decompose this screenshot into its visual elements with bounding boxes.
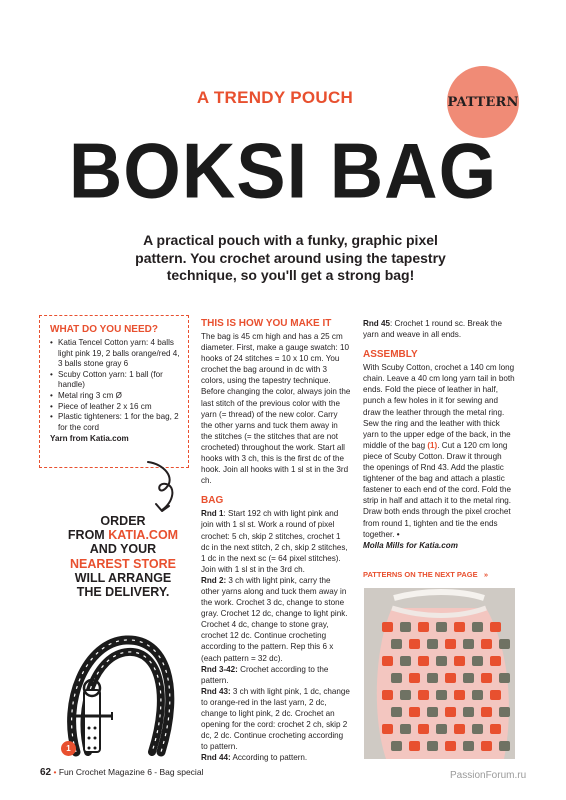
pixel-motif [454,690,465,700]
pixel-motif [427,639,438,649]
watermark: PassionForum.ru [450,770,527,781]
order-line: WILL ARRANGE [74,570,172,585]
pixel-motif [490,656,501,666]
list-item: • Plastic tighteners: 1 for the bag, 2 for the cord [50,412,182,433]
page-title: BOKSI BAG [68,126,498,215]
assembly-heading: ASSEMBLY [363,349,418,361]
pixel-motif [436,724,447,734]
materials-list [50,338,182,433]
pixel-motif [418,656,429,666]
pixel-motif [418,690,429,700]
pixel-motif [445,741,456,751]
pixel-motif [400,724,411,734]
pixel-motif [472,690,483,700]
crochet-bag-image [364,588,515,759]
page-footer [40,767,203,778]
pixel-motif [499,639,510,649]
pixel-motif [400,622,411,632]
pixel-motif [472,622,483,632]
figure-reference: (1) [427,440,438,450]
pixel-motif [418,622,429,632]
pixel-motif [409,639,420,649]
pixel-motif [499,673,510,683]
instructions-column-2 [363,318,515,551]
how-heading: THIS IS HOW YOU MAKE IT [201,318,332,329]
list-item: • Piece of leather 2 x 16 cm [50,402,182,413]
pixel-motif [490,622,501,632]
pixel-motif [391,639,402,649]
pixel-motif [391,673,402,683]
materials-heading: WHAT DO YOU NEED? [50,324,158,335]
handle-illustration [56,632,186,757]
yarn-source: Yarn from Katia.com [50,434,129,444]
pixel-motif [427,707,438,717]
signature: Molla Mills for Katia.com [363,540,458,550]
figure-number-badge: 1 [61,741,76,756]
pixel-motif [463,673,474,683]
pixel-motif [481,673,492,683]
list-item: • Metal ring 3 cm Ø [50,391,182,402]
double-chevron-icon: » [483,570,489,579]
pixel-motif [490,690,501,700]
pixel-motif [400,690,411,700]
kicker: A TRENDY POUCH [196,88,354,107]
pixel-motif [454,622,465,632]
pixel-motif [481,639,492,649]
pixel-motif [382,690,393,700]
pixel-motif [472,724,483,734]
pixel-motif [499,741,510,751]
end-mark: • [396,529,400,539]
instructions-column-1 [201,318,351,763]
pixel-motif [382,656,393,666]
pattern-badge-label: PATTERN [447,94,519,110]
how-text: The bag is 45 cm high and has a 25 cm diameter. First, make a gauge swatch: 10 hooks of 24 stitches = 10 x 10 cm. You crochet the bag around in dc with 3 colors, using the tapestry technique. Before changing the color, always join the last stitch of the previous color with the yarn (= thread) of the new color. Carry the other yarns and tuck them away in the stitches (= the stitches that are not crocheted) throughout the work. Start all hooks with 3 ch, this is the first dc of the hook. Join all hooks with 1 sl st in the 3rd ch. [201,332,351,486]
round-44: Rnd 44: According to pattern. [201,753,308,763]
next-page-link[interactable]: PATTERNS ON THE NEXT PAGE » [363,570,489,579]
assembly-text: With Scuby Cotton, crochet a 140 cm long chain. Leave a 40 cm long yarn tail in both ends. Fold the piece of leather in half, punch a few holes in it for sewing and draw the leather through the metal ring. Sew the ring and the leather with thick yarn to the upper edge of the back, in the middle of the bag (1). Cut a 120 cm long piece of Scuby Cotton. Draw it through the openings of Rnd 43. Add the plastic tightener of the bag and attach a plastic fastener to each end of the cord. Fold the strip in half and attach it to the metal ring. Draw both ends through the pixel crochet from round 1, tighten and tie the ends together. • [363,363,515,539]
pixel-motif [445,707,456,717]
pixel-motif [472,656,483,666]
pixel-motif [427,673,438,683]
pixel-motif [454,724,465,734]
pixel-motif [436,690,447,700]
bag-photo [364,588,515,759]
pixel-motif [445,639,456,649]
order-line: THE DELIVERY. [76,585,170,600]
round-45: Rnd 45: Crochet 1 round sc. Break the yarn and weave in all ends. [363,319,503,340]
order-line: FROM KATIA.COM [67,528,179,543]
pixel-motif [436,656,447,666]
pixel-motif [454,656,465,666]
pixel-motif [463,707,474,717]
pixel-motif [445,673,456,683]
pixel-motif [427,741,438,751]
round-3-42: Rnd 3-42: Crochet according to the pattern. [201,664,329,685]
materials-box [39,315,189,468]
round-43: Rnd 43: 3 ch with light pink, 1 dc, change to orange-red in the last yarn, 2 dc, change to light pink, 2 dc. Crochet an opening for the cord: crochet 2 ch, skip 2 dc, 2 dc. Continue crocheting according to pattern. [201,686,350,752]
footer-separator: • [53,767,57,777]
magazine-name: Fun Crochet Magazine 6 - Bag special [58,767,204,777]
order-line: AND YOUR [89,542,157,557]
pixel-motif [409,707,420,717]
katia-link-text: KATIA.COM [108,528,179,543]
page-number: 62 [40,767,52,778]
pixel-motif [499,707,510,717]
list-item: • Katia Tencel Cotton yarn: 4 balls light pink 19, 2 balls orange/red 4, 3 balls stone gray 6 [50,338,182,370]
pixel-motif [382,622,393,632]
pixel-motif [400,656,411,666]
pixel-motif [490,724,501,734]
list-item: • Scuby Cotton yarn: 1 ball (for handle) [50,370,182,391]
order-line: NEAREST STORE [69,556,177,571]
pixel-motif [463,741,474,751]
pixel-motif [409,741,420,751]
pixel-motif [418,724,429,734]
pixel-motif [382,724,393,734]
round-2: Rnd 2: 3 ch with light pink, carry the other yarns along and tuck them away in the work. Crochet 3 dc, change to stone gray. Crochet 12 dc, change to light pink. Crochet 4 dc, change to stone gray, crochet 12 dc. Continue crocheting according to the pattern. Rep this 6 x (each pattern = 32 dc). [201,575,348,663]
bag-heading: BAG [201,495,224,507]
pixel-motif [463,639,474,649]
order-line: ORDER [100,514,146,528]
round-1: Rnd 1: Start 192 ch with light pink and join with 1 sl st. Work a round of pixel crochet: 5 ch, skip 2 stitches, crochet 1 dc in the next stitch, 2 ch, skip 2 stitches, 1 dc in the next sc (= 64 pixel stitches). Join with 1 sl st in the 3rd ch. [201,509,348,574]
curly-arrow-icon [142,460,182,520]
pixel-motif [391,707,402,717]
pixel-motif [481,741,492,751]
pixel-motif [409,673,420,683]
order-callout [48,514,198,599]
lead-text: A practical pouch with a funky, graphic pixel pattern. You crochet around using the tapestry technique, so you'll get a strong bag! [135,232,446,283]
pixel-motif [436,622,447,632]
pixel-motif [391,741,402,751]
pixel-motif [481,707,492,717]
